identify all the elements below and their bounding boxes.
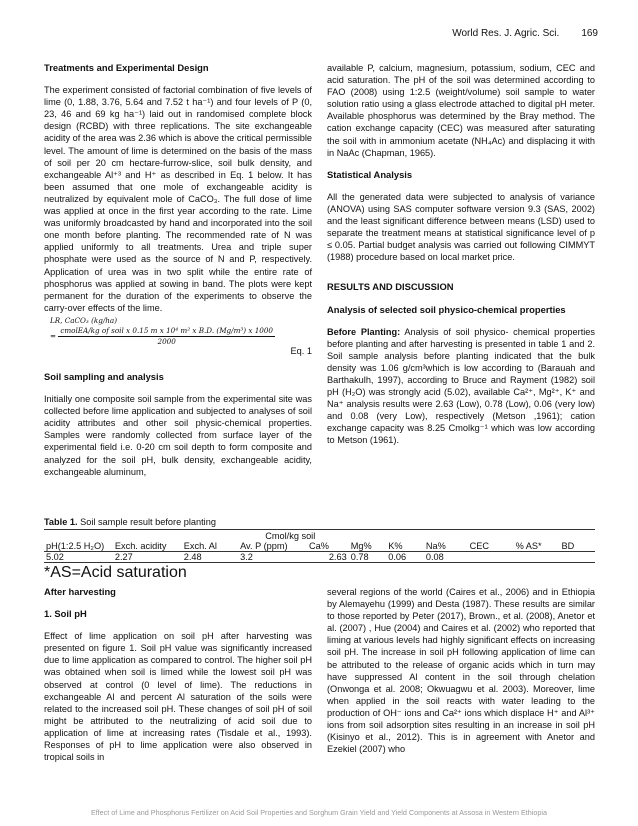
table-cell: 0.06 — [388, 552, 407, 562]
equation-1: LR, CaCO₃ (kg/ha) = $\frac{\text{cmolEA/kg of soil x 0.15 m x 10⁴ m² x B.D. (Mg/m³) x 1000}}{2000}$ — [50, 316, 312, 347]
left-column-bottom — [44, 586, 312, 773]
table-cell: 2.27 — [114, 552, 133, 562]
table-cell: 2.63 — [328, 552, 347, 562]
equation-lhs: LR, CaCO₃ (kg/ha) — [50, 315, 117, 325]
paragraph-before-planting — [327, 326, 595, 447]
journal-name: World Res. J. Agric. Sci. — [452, 28, 560, 39]
section-heading-statistical: Statistical Analysis — [327, 168, 413, 180]
equation-numerator: cmolEA/kg of soil x 0.15 m x 10⁴ m² x B.D. (Mg/m³) x 1000 — [60, 325, 273, 335]
table-header-cell: Exch. acidity — [113, 541, 182, 552]
table-header-cell: Na% — [424, 541, 468, 552]
right-column-top — [327, 62, 595, 457]
table-cell: 5.02 — [46, 552, 64, 562]
table-header-row — [44, 541, 595, 552]
table-cell — [468, 552, 514, 563]
table-caption — [44, 517, 595, 527]
table-header-cell: Ca% — [307, 541, 349, 552]
table-group-header: Cmol/kg soil — [265, 531, 316, 541]
table-header-cell: BD — [559, 541, 595, 552]
table-cell: 3.2 — [240, 552, 253, 562]
paragraph-soil-ph: Effect of lime application on soil pH after harvesting was presented on figure 1. Soil pH value was significantly increased due to lime application as compared to control. The higher soil pH was obtained when soil is limed while the lowest soil pH was observed at control (0 level of lime). The reductions in exchangeable Al and percent Al saturation of the soils were related to the increased soil pH. These changes of soil pH of soil might be attributed to the neutralizing of acid soil due to application of lime at increasing rates (Tisdale et al., 1993). Responses of pH to lime application were also observed in tropical soils in — [44, 631, 312, 763]
subsection-heading-physico-chemical: Analysis of selected soil physico-chemical properties — [327, 303, 566, 315]
table-header-cell: Exch. Al — [182, 541, 238, 552]
table-cell: 0.08 — [425, 552, 444, 562]
table-header-cell: % AS* — [514, 541, 560, 552]
table-cell — [559, 552, 595, 563]
running-header — [452, 28, 598, 39]
subsection-heading-soil-ph: 1. Soil pH — [44, 608, 87, 620]
left-column-top — [44, 62, 312, 488]
table-header-cell: Mg% — [349, 541, 387, 552]
equation-denominator: 2000 — [157, 336, 176, 346]
table-cell — [514, 552, 560, 563]
table-caption-text: Soil sample result before planting — [77, 517, 216, 527]
table-1 — [44, 517, 595, 582]
table-header-cell: pH(1:2.5 H₂O) — [44, 541, 113, 552]
table-header-cell: CEC — [468, 541, 514, 552]
table-caption-label: Table 1. — [44, 517, 78, 527]
table-cell: 0.78 — [350, 552, 369, 562]
paragraph-statistical: All the generated data were subjected to analysis of variance (ANOVA) using SAS computer software version 9.3 (SAS, 2002) and the least significant difference between means (LSD) used to separate the treatment means at statistical significance level of p ≤ 0.05. Partial budget analysis was carried out following CIMMYT (1988) procedure based on local market price. — [327, 191, 595, 263]
section-heading-soil-sampling: Soil sampling and analysis — [44, 370, 164, 382]
running-footer: Effect of Lime and Phosphorus Fertilizer on Acid Soil Properties and Sorghum Grain Yield and Yield Components at Assosa in Western Ethiopia — [91, 808, 547, 817]
table-header-cell: K% — [386, 541, 424, 552]
paragraph-soil-ph-continued: several regions of the world (Caires et al., 2006) and in Ethiopia by Alemayehu (1999) and Desta (1987). These results are similar to those reported by Peter (2017), Brown., et al. (2008), Anetor et al. (2007) , Hue (2004) and Caires et al. (2002) who reported that liming at various levels had highly significant effects on increasing soil pH. The increase in soil pH following application of lime can be attributed to the release of organic acids which in turn may have suppressed Al content in the soil through chelation (Onwonga et al. 2008; Okwuagwu et al. 2003). Moreover, lime when applied in the soil reacts with water leading to the production of OH⁻ ions and Ca²⁺ ions which displace H⁺ and Al³⁺ ions from soil adsorption sites resulting in an increase in soil pH (Kisinyo et al., 2012). This is in agreement with Anetor and Ezekiel (2007) who — [327, 587, 595, 755]
section-heading-treatments: Treatments and Experimental Design — [44, 62, 209, 73]
text-before-planting: Analysis of soil physico- chemical properties before planting and after harvesting is presented in table 1 and 2. Soil sample analysis before planting indicated that the bulk density was 1.06 g/cm³which is low according to (Barauah and Barthakulh, 1997), according to Bruce and Rayment (1982) soil pH (H₂O) was strongly acid (5.02), available Ca²⁺, Mg²⁺, K⁺ and Na⁺ analysis results were 2.63 (Low), 0.78 (Low), 0.06 (very low) and 0.08 (very Low), respectively (Metson ,1961); cation exchange capacity was 8.25 Cmolkg⁻¹ which was low according to Metson (1961). — [327, 326, 595, 446]
soil-result-table — [44, 529, 595, 563]
section-heading-after-harvesting: After harvesting — [44, 586, 116, 597]
table-footnote: *AS=Acid saturation — [44, 564, 187, 581]
page-number: 169 — [581, 28, 598, 39]
table-cell: 2.48 — [183, 552, 202, 562]
paragraph-analysis-methods: available P, calcium, magnesium, potassium, sodium, CEC and acid saturation. The pH of the soil was determined according to FAO (2008) using 1:2.5 (weight/volume) soil sample to water solution ratio using a glass electrode attached to digital pH meter. Available phosphorus was determined by the Bray method. The cation exchange capacity (CEC) was measured after saturating the soil with in ammonium acetate (NH₄Ac) and displacing it with in NaAc (Chapman, 1965). — [327, 63, 595, 158]
table-header-cell: Av. P (ppm) — [238, 541, 307, 552]
lead-before-planting: Before Planting: — [327, 326, 401, 337]
equation-fraction — [58, 326, 275, 347]
equation-label: Eq. 1 — [290, 345, 312, 356]
right-column-bottom — [327, 586, 595, 765]
table-row — [44, 552, 595, 563]
paragraph-soil-sampling: Initially one composite soil sample from the experimental site was collected before lime application and subjected to analyses of soil acidity attributes and other soil physic-chemical properties. Samples were randomly collected from surface layer of the experimental field i.e. 0-20 cm soil depth to form composite and analyzed for the soil pH, bulk density, exchangeable acidity, exchangeable aluminum, — [44, 394, 312, 477]
section-heading-results: RESULTS AND DISCUSSION — [327, 281, 454, 293]
paragraph-treatments: The experiment consisted of factorial combination of five levels of lime (0, 1.88, 3.76, 5.64 and 7.52 t ha⁻¹) and four levels of P (0, 23, 46 and 69 kg ha⁻¹) laid out in randomised complete block design (RCBD) with three replications. The site exchangeable acidity of the area was 2.36 which is above the critical permissible level. The amount of lime is determined on the basis of the mass of soil per 20 cm hectare-furrow-slice, soil bulk density, and exchangeable Al⁺³ and H⁺ as described in Eq. 1 below. It has been assumed that one mole of exchangeable acidity is neutralized by equivalent mole of CaCO₃. The full dose of lime was applied at once in the first year according to the rate. Lime was uniformly broadcasted by hand and incorporated into the soil one month before planting. The recommended rate of N was applied uniformly to all treatments. Urea and triple super phosphate were used as the source of N and P, respectively. Application of urea was in two split while the entire rate of phosphorus was applied at sowing in band. The plots were kept permanent for the duration of the experiments to observe the carry-over effects of the lime. — [44, 85, 312, 313]
